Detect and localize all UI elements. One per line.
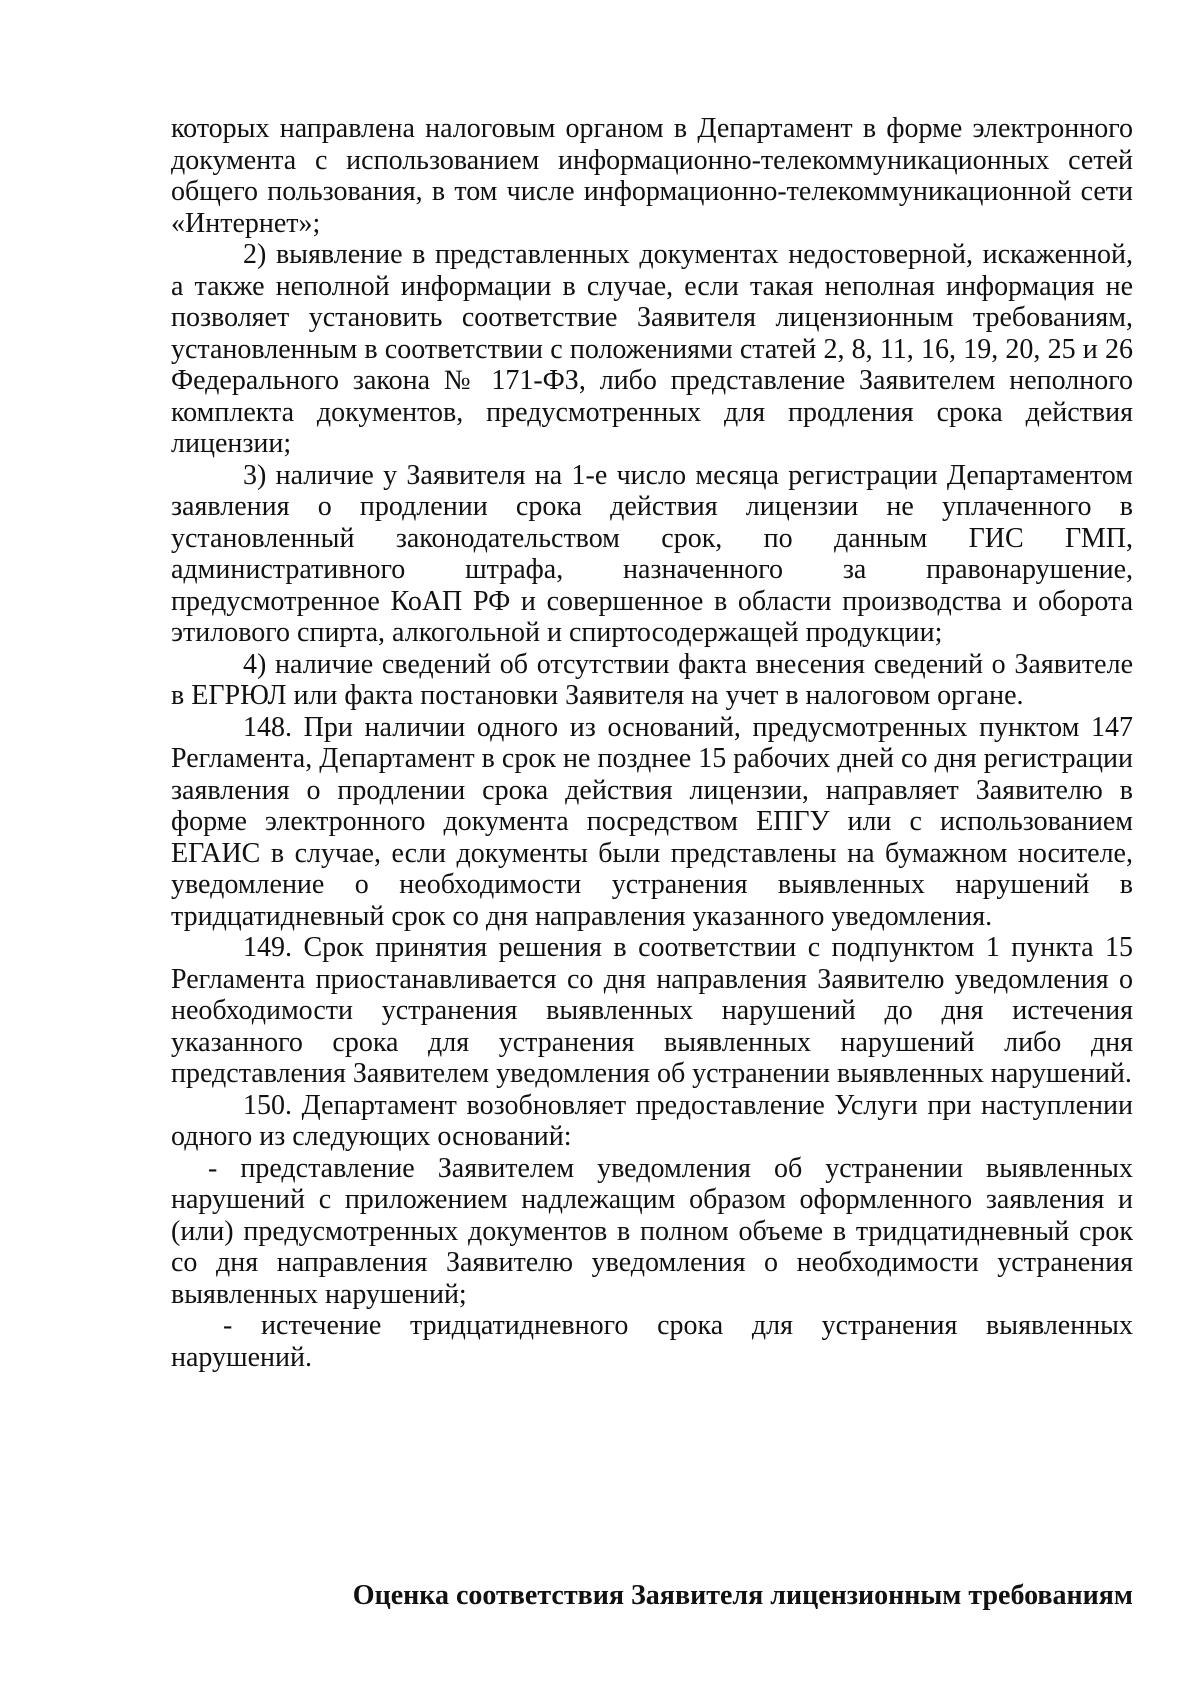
paragraph-148: 148. При наличии одного из оснований, предусмотренных пунктом 147 Регламента, Департамент в срок не позднее 15 рабочих дней со дня регистрации заявления о продлении срока действия лицензии, направляет Заявителю в форме электронного документа посредством ЕПГУ или с использованием ЕГАИС в случае, если документы были представлены на бумажном носителе, уведомление о необходимости устранения выявленных нарушений в тридцатидневный срок со дня направления указанного уведомления. <box>171 711 1133 932</box>
paragraph-dash-item-2: - истечение тридцатидневного срока для устранения выявленных нарушений. <box>171 1310 1133 1373</box>
paragraph-item-3: 3) наличие у Заявителя на 1-е число месяца регистрации Департаментом заявления о продлении срока действия лицензии не уплаченного в установленный законодательством срок, по данным ГИС ГМП, административного штрафа, назначенного за правонарушение, предусмотренное КоАП РФ и совершенное в области производства и оборота этилового спирта, алкогольной и спиртосодержащей продукции; <box>171 459 1133 648</box>
paragraph-149: 149. Срок принятия решения в соответствии с подпунктом 1 пункта 15 Регламента приостанавливается со дня направления Заявителю уведомления о необходимости устранения выявленных нарушений до дня истечения указанного срока для устранения выявленных нарушений либо дня представления Заявителем уведомления об устранении выявленных нарушений. <box>171 932 1133 1089</box>
document-body <box>171 113 1133 1373</box>
paragraph-dash-item-1: - представление Заявителем уведомления об устранении выявленных нарушений с приложением надлежащим образом оформленного заявления и (или) предусмотренных документов в полном объеме в тридцатидневный срок со дня направления Заявителю уведомления о необходимости устранения выявленных нарушений; <box>171 1152 1133 1310</box>
paragraph-item-2: 2) выявление в представленных документах недостоверной, искаженной, а также неполной информации в случае, если такая неполная информация не позволяет установить соответствие Заявителя лицензионным требованиям, установленным в соответствии с положениями статей 2, 8, 11, 16, 19, 20, 25 и 26 Федерального закона № 171-ФЗ, либо представление Заявителем неполного комплекта документов, предусмотренных для продления срока действия лицензии; <box>171 239 1133 459</box>
paragraph-item-4: 4) наличие сведений об отсутствии факта внесения сведений о Заявителе в ЕГРЮЛ или факта постановки Заявителя на учет в налоговом органе. <box>171 648 1133 711</box>
section-heading: Оценка соответствия Заявителя лицензионным требованиям <box>352 1580 1133 1611</box>
paragraph-150: 150. Департамент возобновляет предоставление Услуги при наступлении одного из следующих оснований: <box>171 1089 1133 1152</box>
paragraph-continuation: которых направлена налоговым органом в Департамент в форме электронного документа с использованием информационно-телекоммуникационных сетей общего пользования, в том числе информационно-телекоммуникационной сети «Интернет»; <box>171 113 1133 239</box>
